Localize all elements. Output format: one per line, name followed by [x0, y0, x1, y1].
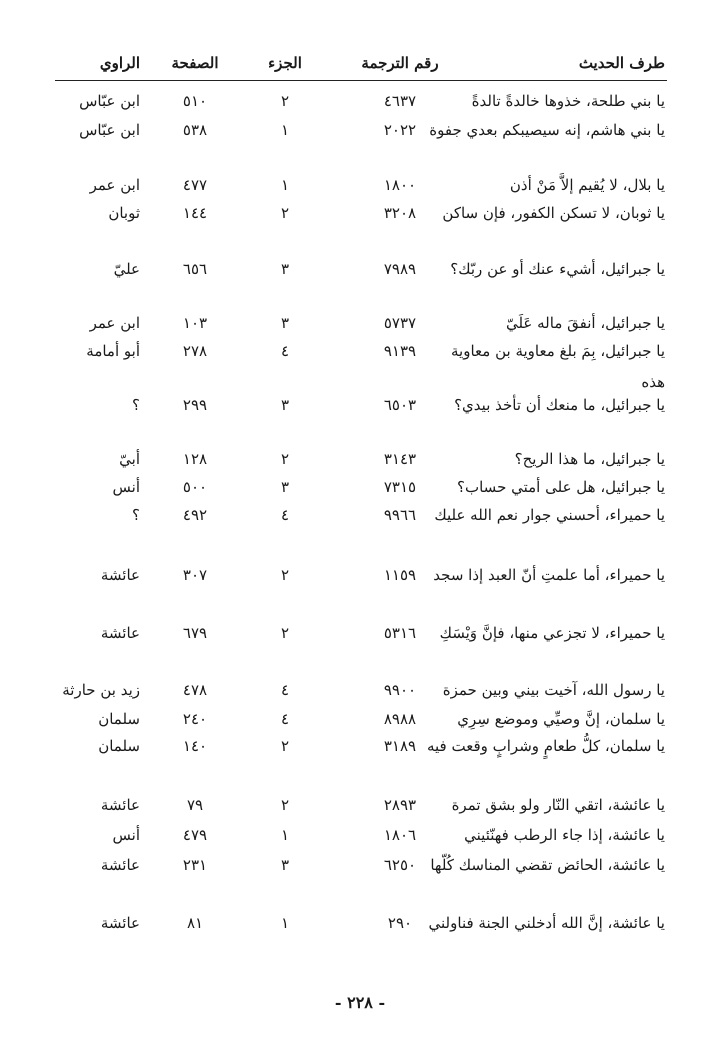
narrator: سلمان — [98, 710, 140, 728]
juz-number: ٤ — [280, 506, 290, 524]
hadith-text: يا ثوبان، لا تسكن الكفور، فإن ساكن — [442, 204, 665, 222]
narrator: أنس — [112, 478, 140, 496]
entry-number: ١١٥٩ — [383, 566, 417, 584]
juz-number: ٢ — [280, 450, 290, 468]
juz-number: ٢ — [280, 624, 290, 642]
narrator: أبو أمامة — [86, 342, 140, 360]
juz-number: ٣ — [280, 314, 290, 332]
narrator: عائشة — [100, 856, 140, 874]
page-number: ٢٤٠ — [182, 710, 208, 728]
juz-number: ٤ — [280, 342, 290, 360]
hadith-text: يا جبرائيل، ما هذا الريح؟ — [514, 450, 665, 468]
juz-number: ٢ — [280, 737, 290, 755]
entry-number: ٧٩٨٩ — [383, 260, 417, 278]
juz-number: ١ — [280, 121, 290, 139]
page-number: ٢٩٩ — [182, 396, 208, 414]
hadith-text: يا جبرائيل، ما منعك أن تأخذ بيدي؟ — [454, 396, 665, 414]
narrator: ابن عبّاس — [79, 121, 140, 139]
narrator: ؟ — [132, 396, 140, 414]
hadith-text: يا جبرائيل، هل على أمتي حساب؟ — [457, 478, 665, 496]
hadith-text: يا رسول الله، آخيت بيني وبين حمزة — [442, 681, 665, 699]
hadith-text: يا عائشة، الحائض تقضي المناسك كُلّها — [430, 856, 665, 874]
hadith-text: يا سلمان، كلُّ طعامٍ وشرابٍ وقعت فيه — [426, 737, 665, 755]
narrator: أبيّ — [119, 450, 140, 468]
page-number: ١٠٣ — [182, 314, 208, 332]
narrator: عائشة — [100, 796, 140, 814]
hadith-text: يا جبرائيل، أشيء عنك أو عن ربّك؟ — [450, 260, 665, 278]
juz-number: ١ — [280, 176, 290, 194]
entry-number: ٩٩٦٦ — [383, 506, 417, 524]
entry-number: ٧٣١٥ — [383, 478, 417, 496]
narrator: زيد بن حارثة — [62, 681, 140, 699]
juz-number: ٣ — [280, 260, 290, 278]
narrator: ابن عمر — [89, 314, 140, 332]
hadith-text: يا بني هاشم، إنه سيصيبكم بعدي جفوة — [429, 121, 665, 139]
juz-number: ٢ — [280, 92, 290, 110]
page-number: ٤٧٧ — [182, 176, 208, 194]
narrator: ابن عبّاس — [79, 92, 140, 110]
narrator: عليّ — [113, 260, 140, 278]
entry-number: ٣٢٠٨ — [383, 204, 417, 222]
entry-number: ٢٠٢٢ — [383, 121, 417, 139]
juz-number: ٣ — [280, 396, 290, 414]
header-page: الصفحة — [171, 54, 219, 72]
page-number: ٤٧٩ — [182, 826, 208, 844]
hadith-text: يا عائشة، اتقي النّار ولو بشق تمرة — [451, 796, 665, 814]
hadith-text: يا بلال، لا يُقيم إلاَّ مَنْ أذن — [509, 176, 665, 194]
juz-number: ٢ — [280, 204, 290, 222]
narrator: ثوبان — [108, 204, 140, 222]
narrator: ابن عمر — [89, 176, 140, 194]
header-juz: الجزء — [268, 54, 302, 72]
narrator: سلمان — [98, 737, 140, 755]
header-divider — [55, 80, 667, 81]
hadith-text: يا بني طلحة، خذوها خالدةً تالدةً — [471, 92, 665, 110]
juz-number: ٤ — [280, 710, 290, 728]
entry-number: ٥٧٣٧ — [383, 314, 417, 332]
hadith-text: يا جبرائيل، أنفقَ ماله عَلَيّ — [505, 314, 665, 332]
page-number: ٥٣٨ — [182, 121, 208, 139]
narrator: عائشة — [100, 624, 140, 642]
juz-number: ٣ — [280, 478, 290, 496]
page-number: ٣٠٧ — [182, 566, 208, 584]
juz-number: ٢ — [280, 566, 290, 584]
hadith-text: يا حميراء، لا تجزعي منها، فإنَّ وَيْسَكِ — [439, 624, 665, 642]
entry-number: ٥٣١٦ — [383, 624, 417, 642]
page-number: ٤٩٢ — [182, 506, 208, 524]
page-number: ٥١٠ — [182, 92, 208, 110]
entry-number: ٣١٤٣ — [383, 450, 417, 468]
table-header — [0, 48, 720, 78]
page-number: ٤٧٨ — [182, 681, 208, 699]
entry-number: ٢٩٠ — [387, 914, 413, 932]
page-number: ٢٧٨ — [182, 342, 208, 360]
entry-number: ٤٦٣٧ — [383, 92, 417, 110]
juz-number: ٤ — [280, 681, 290, 699]
narrator: ؟ — [132, 506, 140, 524]
page-number: ٥٠٠ — [182, 478, 208, 496]
header-rawi: الراوي — [99, 54, 140, 72]
header-number: رقم الترجمة — [361, 54, 439, 72]
narrator: أنس — [112, 826, 140, 844]
header-hadith: طرف الحديث — [578, 54, 665, 72]
juz-number: ١ — [280, 914, 290, 932]
narrator: عائشة — [100, 566, 140, 584]
hadith-text: يا حميراء، أما علمتِ أنّ العبد إذا سجد — [433, 566, 665, 584]
entry-number: ٦٥٠٣ — [383, 396, 417, 414]
hadith-text: يا عائشة، إنَّ الله أدخلني الجنة فناولني — [428, 914, 665, 932]
entry-number: ٣١٨٩ — [383, 737, 417, 755]
hadith-text: يا سلمان، إنَّ وصيِّي وموضع سِرِي — [457, 710, 665, 728]
page-footer-number: - ٢٢٨ - — [334, 993, 386, 1012]
page-number: ١٢٨ — [182, 450, 208, 468]
page-number: ١٤٤ — [182, 204, 208, 222]
page-number: ٢٣١ — [182, 856, 208, 874]
hadith-text: يا جبرائيل، بِمَ بلغ معاوية بن معاوية هذه — [451, 342, 665, 391]
page-number: ١٤٠ — [182, 737, 208, 755]
entry-number: ٦٢٥٠ — [383, 856, 417, 874]
page-number: ٦٥٦ — [182, 260, 208, 278]
juz-number: ٢ — [280, 796, 290, 814]
entry-number: ٩٩٠٠ — [383, 681, 417, 699]
entry-number: ١٨٠٠ — [383, 176, 417, 194]
entry-number: ٩١٣٩ — [383, 342, 417, 360]
entry-number: ٨٩٨٨ — [383, 710, 417, 728]
juz-number: ٣ — [280, 856, 290, 874]
juz-number: ١ — [280, 826, 290, 844]
entry-number: ١٨٠٦ — [383, 826, 417, 844]
entry-number: ٢٨٩٣ — [383, 796, 417, 814]
page-number: ٧٩ — [186, 796, 204, 814]
page-number: ٨١ — [186, 914, 204, 932]
narrator: عائشة — [100, 914, 140, 932]
page-number: ٦٧٩ — [182, 624, 208, 642]
hadith-text: يا حميراء، أحسني جوار نعم الله عليك — [434, 506, 665, 524]
hadith-text: يا عائشة، إذا جاء الرطب فهنّئيني — [464, 826, 665, 844]
